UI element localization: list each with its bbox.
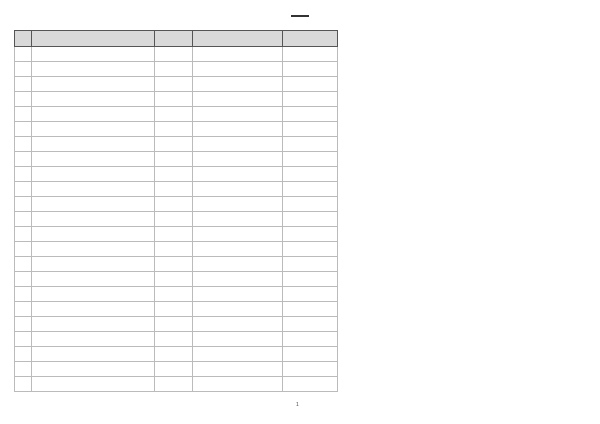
table-row (15, 347, 338, 362)
table-row (15, 122, 338, 137)
table-cell (155, 137, 193, 152)
table-cell (283, 197, 338, 212)
table-cell (193, 377, 283, 392)
table-cell (193, 47, 283, 62)
table-row (15, 197, 338, 212)
table-cell (32, 242, 155, 257)
table-cell (15, 152, 32, 167)
table-cell (155, 227, 193, 242)
table-cell (155, 77, 193, 92)
table-row (15, 167, 338, 182)
table-header-row (15, 31, 338, 47)
table-cell (15, 107, 32, 122)
table-row (15, 92, 338, 107)
table-cell (155, 272, 193, 287)
table-cell (155, 92, 193, 107)
table-cell (15, 167, 32, 182)
table-cell (193, 77, 283, 92)
table-cell (283, 107, 338, 122)
table-cell (155, 62, 193, 77)
table-cell (283, 77, 338, 92)
table-cell (15, 302, 32, 317)
table-row (15, 242, 338, 257)
table-cell (32, 62, 155, 77)
table-cell (193, 107, 283, 122)
table-cell (193, 227, 283, 242)
table-row (15, 332, 338, 347)
page-number: 1 (296, 402, 299, 408)
table-cell (32, 257, 155, 272)
page-header-mark (291, 15, 309, 17)
column-header-1 (15, 31, 32, 47)
column-header-2 (32, 31, 155, 47)
table-cell (15, 122, 32, 137)
table-cell (193, 317, 283, 332)
table-cell (283, 362, 338, 377)
table-cell (15, 347, 32, 362)
table-cell (32, 47, 155, 62)
table-cell (283, 212, 338, 227)
table-row (15, 137, 338, 152)
table-cell (283, 137, 338, 152)
table-cell (193, 137, 283, 152)
table-cell (193, 182, 283, 197)
table-cell (193, 302, 283, 317)
table-cell (283, 332, 338, 347)
column-header-3 (155, 31, 193, 47)
table-cell (155, 212, 193, 227)
table-cell (193, 152, 283, 167)
table-row (15, 287, 338, 302)
document-table (14, 30, 338, 392)
table-cell (193, 92, 283, 107)
table-cell (283, 167, 338, 182)
table-cell (155, 377, 193, 392)
table-cell (155, 287, 193, 302)
table-cell (32, 377, 155, 392)
table-cell (32, 302, 155, 317)
table-cell (283, 317, 338, 332)
table-cell (283, 302, 338, 317)
table-cell (193, 62, 283, 77)
table-row (15, 377, 338, 392)
table-cell (155, 167, 193, 182)
table-cell (15, 137, 32, 152)
table-cell (193, 197, 283, 212)
table-cell (283, 152, 338, 167)
table-cell (15, 317, 32, 332)
table-cell (32, 212, 155, 227)
table-cell (32, 287, 155, 302)
table-cell (32, 167, 155, 182)
table-cell (15, 197, 32, 212)
table-cell (193, 167, 283, 182)
table-cell (193, 242, 283, 257)
table-cell (32, 137, 155, 152)
table-cell (32, 227, 155, 242)
table-cell (283, 227, 338, 242)
table-cell (32, 332, 155, 347)
table-row (15, 227, 338, 242)
table-cell (155, 197, 193, 212)
table-cell (15, 242, 32, 257)
table-cell (193, 272, 283, 287)
table-cell (15, 182, 32, 197)
table-cell (155, 332, 193, 347)
table-cell (193, 122, 283, 137)
table-cell (32, 197, 155, 212)
table-cell (283, 257, 338, 272)
table-row (15, 47, 338, 62)
table-cell (32, 317, 155, 332)
table-cell (283, 92, 338, 107)
table-cell (32, 272, 155, 287)
table-cell (155, 242, 193, 257)
table-cell (15, 62, 32, 77)
table-cell (15, 362, 32, 377)
table-cell (283, 62, 338, 77)
table-cell (193, 347, 283, 362)
table-cell (15, 332, 32, 347)
table-cell (193, 257, 283, 272)
table-row (15, 77, 338, 92)
table-row (15, 302, 338, 317)
table-cell (15, 77, 32, 92)
table-cell (32, 182, 155, 197)
table-cell (155, 257, 193, 272)
table-row (15, 362, 338, 377)
table-row (15, 62, 338, 77)
table-cell (193, 332, 283, 347)
table-cell (283, 242, 338, 257)
table-cell (155, 107, 193, 122)
table-cell (32, 347, 155, 362)
column-header-4 (193, 31, 283, 47)
table-row (15, 257, 338, 272)
table-cell (32, 107, 155, 122)
table-cell (155, 182, 193, 197)
table-row (15, 317, 338, 332)
table-cell (15, 272, 32, 287)
table-cell (32, 122, 155, 137)
table-cell (155, 122, 193, 137)
table-cell (15, 377, 32, 392)
table-cell (15, 227, 32, 242)
table-cell (283, 287, 338, 302)
table-body (15, 47, 338, 392)
table-cell (155, 47, 193, 62)
table-cell (283, 272, 338, 287)
table-cell (32, 92, 155, 107)
table-cell (193, 362, 283, 377)
column-header-5 (283, 31, 338, 47)
table-row (15, 152, 338, 167)
table-cell (15, 287, 32, 302)
table-cell (15, 47, 32, 62)
table-cell (15, 212, 32, 227)
table-cell (32, 362, 155, 377)
table-row (15, 212, 338, 227)
table-cell (155, 317, 193, 332)
table-cell (155, 362, 193, 377)
table-cell (155, 347, 193, 362)
table-cell (32, 77, 155, 92)
table-cell (155, 302, 193, 317)
table-cell (283, 47, 338, 62)
table-row (15, 272, 338, 287)
table-cell (283, 122, 338, 137)
table-cell (283, 182, 338, 197)
table-cell (155, 152, 193, 167)
table-cell (15, 92, 32, 107)
table-cell (15, 257, 32, 272)
table-cell (283, 377, 338, 392)
table-cell (32, 152, 155, 167)
table-cell (283, 347, 338, 362)
table-row (15, 107, 338, 122)
table-row (15, 182, 338, 197)
table-cell (193, 287, 283, 302)
table-cell (193, 212, 283, 227)
